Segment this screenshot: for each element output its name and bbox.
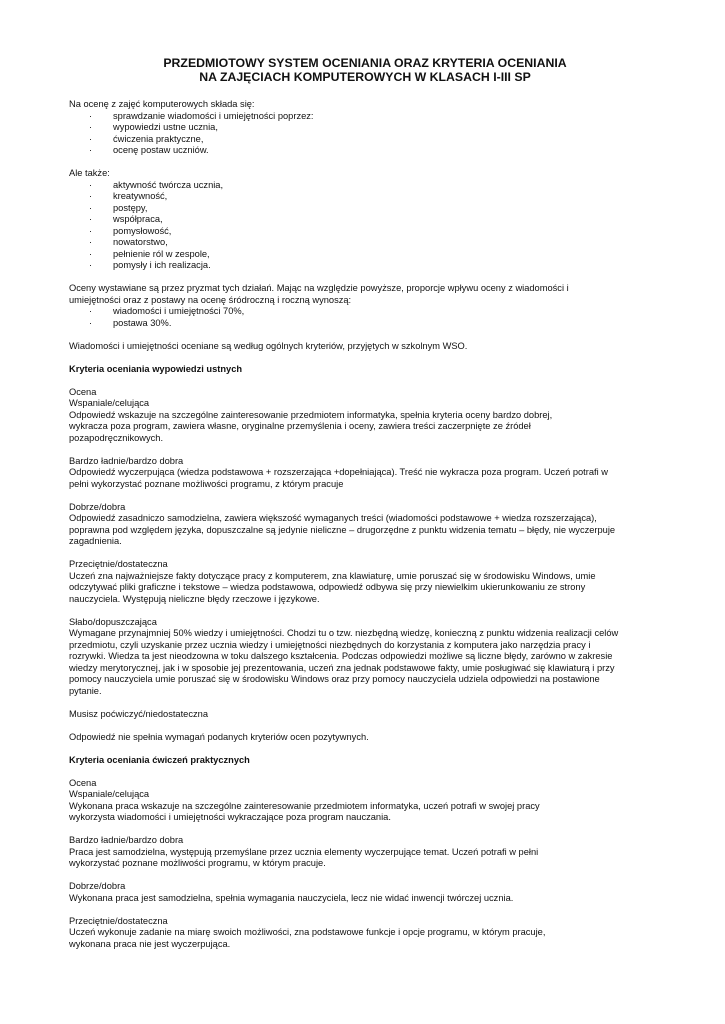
oral-grade-2-label: Słabo/dopuszczająca: [69, 616, 157, 627]
oral-grade-2-line: pomocy nauczyciela umie poruszać się w środowisku Windows oraz przy pomocy nauczyciela udziela odpowiedzi na postawione: [69, 674, 600, 684]
oral-grade-4-line: poprawna pod względem języka, dopuszczalne są jedynie nieliczne – drugorzędne z punktu widzenia tematu – błędy, nie wyczerpuje: [69, 524, 616, 535]
oral-grade-4-label: Dobrze/dobra: [69, 501, 126, 512]
list-item: · postawa 30%.: [89, 317, 172, 328]
bullet-icon: ·: [89, 202, 93, 213]
oral-heading: Kryteria oceniania wypowiedzi ustnych: [69, 363, 243, 374]
practical-grade-3-line: wykonana praca nie jest wyczerpująca.: [69, 938, 231, 949]
oral-grade-3-line: Uczeń zna najważniejsze fakty dotyczące pracy z komputerem, zna klawiaturę, umie poruszać się w środowisku Windows, umie: [69, 570, 596, 581]
practical-grade-3-label: Przeciętnie/dostateczna: [69, 915, 168, 926]
bullet-icon: ·: [89, 145, 93, 155]
bullet-icon: ·: [89, 306, 93, 316]
practical-grade-5-line: Praca jest samodzielna, występują przemyślane przez ucznia elementy wyczerpujące temat. Uczeń potrafi w pełni: [69, 846, 539, 857]
list-item: · ocenę postaw uczniów.: [89, 145, 209, 155]
oral-grade-6-line: pozapodręcznikowych.: [69, 432, 164, 443]
oral-grade-5-line: Odpowiedź wyczerpująca (wiedza podstawowa + rozszerzająca +dopełniająca). Treść nie wykracza poza program. Uczeń potrafi w: [69, 467, 608, 477]
practical-grade-6-line: Wykonana praca wskazuje na szczególne zainteresowanie przedmiotem informatyka, uczeń potrafi w swojej pracy: [69, 800, 540, 811]
oral-grade-2-line: rozrywki. Wiedza ta jest nieodzowna w toku dalszego kształcenia. Podczas odpowiedzi możliwe są liczne błędy, zarówno w zakresie: [69, 651, 613, 661]
bullet-icon: ·: [89, 179, 93, 190]
bullet-icon: ·: [89, 237, 93, 247]
oral-grade-2-line: wiedzy merytorycznej, jak i w sposobie jej prezentowania, uczeń zna jednak podstawowe fakty, umie posługiwać się klawiaturą i przy: [69, 662, 615, 673]
weights-line-2: umiejętności oraz z postawy na ocenę śródroczną i roczną wynoszą:: [69, 294, 352, 305]
oral-grade-6-label: Wspaniale/celująca: [69, 398, 150, 408]
also-lead: Ale także:: [69, 168, 110, 178]
bullet-icon: ·: [89, 122, 93, 132]
practical-grade-5-line: wykorzystać poznane możliwości programu, w którym pracuje.: [69, 858, 326, 868]
intro-list: [69, 111, 655, 157]
list-item: · współpraca,: [89, 214, 163, 224]
oral-grade-3-label: Przeciętnie/dostateczna: [69, 559, 168, 569]
practical-ocena-label: Ocena: [69, 777, 97, 788]
oral-grade-2-line: pytanie.: [69, 685, 102, 696]
practical-grade-6-line: wykorzysta wiadomości i umiejętności wykraczające poza program nauczania.: [69, 812, 391, 822]
oral-grade-2-line: Wymagane przynajmniej 50% wiedzy i umiejętności. Chodzi tu o tzw. niezbędną wiedzę, konieczną z punktu widzenia realizacji celów: [69, 628, 619, 638]
oral-grade-5-label: Bardzo ładnie/bardzo dobra: [69, 455, 184, 466]
bullet-icon: ·: [89, 317, 93, 328]
oral-ocena-label: Ocena: [69, 386, 97, 397]
list-item: · nowatorstwo,: [89, 237, 168, 247]
wso-note: Wiadomości i umiejętności oceniane są według ogólnych kryteriów, przyjętych w szkolnym WSO.: [69, 340, 468, 351]
intro-lead: Na ocenę z zajęć komputerowych składa się:: [69, 99, 255, 109]
list-item: · kreatywność,: [89, 191, 168, 201]
also-list: [69, 180, 655, 272]
oral-grade-1-label: Musisz poćwiczyć/niedostateczna: [69, 708, 208, 719]
list-item: · aktywność twórcza ucznia,: [89, 179, 224, 190]
list-item: · pomysły i ich realizacja.: [89, 260, 211, 270]
bullet-icon: ·: [89, 133, 93, 144]
title-line-1: PRZEDMIOTOWY SYSTEM OCENIANIA ORAZ KRYTERIA OCENIANIA: [163, 56, 567, 70]
oral-grade-4-line: zagadnienia.: [69, 536, 122, 546]
oral-grade-1-text: Odpowiedź nie spełnia wymagań podanych kryteriów ocen pozytywnych.: [69, 731, 369, 742]
oral-grade-3-line: nauczyciela. Występują nieliczne błędy rzeczowe i językowe.: [69, 593, 320, 604]
document-title: [69, 56, 655, 84]
practical-heading: Kryteria oceniania ćwiczeń praktycznych: [69, 754, 250, 765]
list-item: · wiadomości i umiejętności 70%,: [89, 306, 245, 316]
weights-list: [69, 306, 655, 329]
bullet-icon: ·: [89, 214, 93, 224]
oral-grade-6-line: Odpowiedź wskazuje na szczególne zainteresowanie przedmiotem informatyka, spełnia kryteria oceny bardzo dobrej,: [69, 409, 553, 420]
bullet-icon: ·: [89, 191, 93, 201]
oral-grade-3-line: odczytywać pliki graficzne i tekstowe – wiedza podstawowa, odpowiedź odbywa się przy niewielkim ukierunkowaniu ze strony: [69, 582, 586, 592]
oral-grade-4-line: Odpowiedź zasadniczo samodzielna, zawiera większość wymaganych treści (wiadomości podstawowe + wiedza rozszerzająca),: [69, 513, 597, 523]
list-item: · ćwiczenia praktyczne,: [89, 133, 204, 144]
practical-grade-3-line: Uczeń wykonuje zadanie na miarę swoich możliwości, zna podstawowe funkcje i opcje programu, w którym pracuje,: [69, 927, 546, 937]
bullet-icon: ·: [89, 225, 93, 236]
bullet-icon: ·: [89, 110, 93, 121]
bullet-icon: ·: [89, 260, 93, 270]
list-item: · wypowiedzi ustne ucznia,: [89, 122, 218, 132]
practical-grade-5-label: Bardzo ładnie/bardzo dobra: [69, 835, 184, 845]
weights-line-1: Oceny wystawiane są przez pryzmat tych działań. Mając na względzie powyższe, proporcje wpływu oceny z wiadomości i: [69, 283, 569, 293]
list-item: · pomysłowość,: [89, 225, 172, 236]
oral-grade-6-line: wykracza poza program, zawiera własne, oryginalne przemyślenia i oceny, zawiera treści zaczerpnięte ze źródeł: [69, 421, 531, 431]
list-item: · sprawdzanie wiadomości i umiejętności poprzez:: [89, 110, 314, 121]
practical-grade-6-label: Wspaniale/celująca: [69, 789, 150, 799]
list-item: · pełnienie ról w zespole,: [89, 248, 210, 259]
title-line-2: NA ZAJĘCIACH KOMPUTEROWYCH W KLASACH I-III SP: [199, 70, 531, 84]
oral-grade-2-line: przedmiotu, czyli uzyskanie przez ucznia wiedzy i umiejętności niezbędnych do korzystania z komputera jako narzędzia pracy i: [69, 639, 591, 650]
practical-grade-4-label: Dobrze/dobra: [69, 881, 126, 891]
oral-grade-5-line: pełni wykorzystać poznane możliwości programu, z którym pracuje: [69, 478, 344, 489]
practical-grade-4-line: Wykonana praca jest samodzielna, spełnia wymagania nauczyciela, lecz nie widać inwencji twórczej ucznia.: [69, 892, 514, 903]
bullet-icon: ·: [89, 248, 93, 259]
list-item: · postępy,: [89, 202, 148, 213]
